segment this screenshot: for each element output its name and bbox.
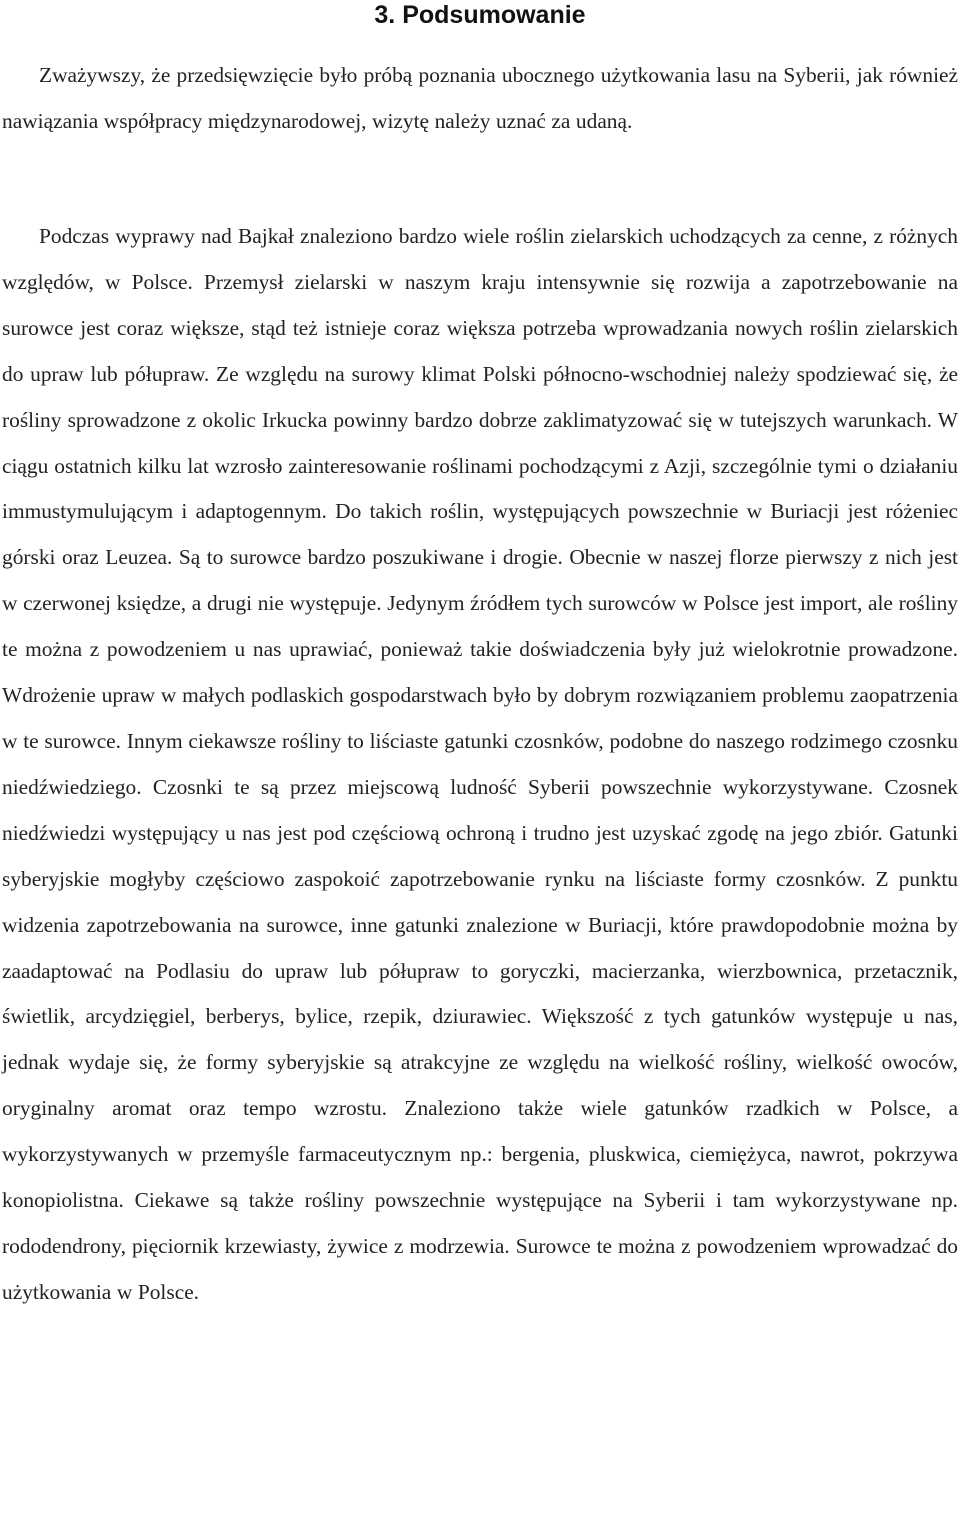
paragraph-intro: Zważywszy, że przedsięwzięcie było próbą poznania ubocznego użytkowania lasu na Syberii, jak również nawiązania współpracy międzynarodowej, wizytę należy uznać za udaną.	[2, 63, 958, 133]
paragraph-main: Podczas wyprawy nad Bajkał znaleziono bardzo wiele roślin zielarskich uchodzących za cenne, z różnych względów, w Polsce. Przemysł zielarski w naszym kraju intensywnie się rozwija a zapotrzebowanie na surowce jest coraz większe, stąd też istnieje coraz większa potrzeba wprowadzania nowych roślin zielarskich do upraw lub półupraw. Ze względu na surowy klimat Polski północno-wschodniej należy spodziewać się, że rośliny sprowadzone z okolic Irkucka powinny bardzo dobrze zaklimatyzować się w tutejszych warunkach. W ciągu ostatnich kilku lat wzrosło zainteresowanie roślinami pochodzącymi z Azji, szczególnie tymi o działaniu immustymulującym i adaptogennym. Do takich roślin, występujących powszechnie w Buriacji jest różeniec górski oraz Leuzea. Są to surowce bardzo poszukiwane i drogie. Obecnie w naszej florze pierwszy z nich jest w czerwonej księdze, a drugi nie występuje. Jedynym źródłem tych surowców w Polsce jest import, ale rośliny te można z powodzeniem u nas uprawiać, ponieważ takie doświadczenia były już wielokrotnie prowadzone. Wdrożenie upraw w małych podlaskich gospodarstwach było by dobrym rozwiązaniem problemu zaopatrzenia w te surowce. Innym ciekawsze rośliny to liściaste gatunki czosnków, podobne do naszego rodzimego czosnku niedźwiedziego. Czosnki te są przez miejscową ludność Syberii powszechnie wykorzystywane. Czosnek niedźwiedzi występujący u nas jest pod częściową ochroną i trudno jest uzyskać zgodę na jego zbiór. Gatunki syberyjskie mogłyby częściowo zaspokoić zapotrzebowanie rynku na liściaste formy czosnków. Z punktu widzenia zapotrzebowania na surowce, inne gatunki znalezione w Buriacji, które prawdopodobnie można by zaadaptować na Podlasiu do upraw lub półupraw to goryczki, macierzanka, wierzbownica, przetacznik, świetlik, arcydzięgiel, berberys, bylice, rzepik, dziurawiec. Większość z tych gatunków występuje u nas, jednak wydaje się, że formy syberyjskie są atrakcyjne ze względu na wielkość rośliny, wielkość owoców, oryginalny aromat oraz tempo wzrostu. Znaleziono także wiele gatunków rzadkich w Polsce, a wykorzystywanych w przemyśle farmaceutycznym np.: bergenia, pluskwica, ciemiężyca, nawrot, pokrzywa konopiolistna. Ciekawe są także rośliny powszechnie występujące na Syberii i tam wykorzystywane np. rododendrony, pięciornik krzewiasty, żywice z modrzewia. Surowce te można z powodzeniem wprowadzać do użytkowania w Polsce.	[2, 224, 958, 1304]
section-heading: 3. Podsumowanie	[374, 1, 586, 29]
